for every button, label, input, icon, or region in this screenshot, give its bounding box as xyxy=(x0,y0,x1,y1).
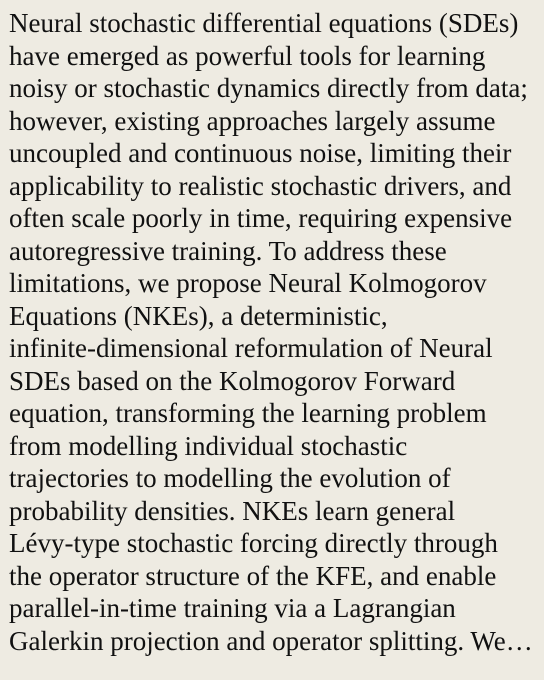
abstract-line: probability densities. NKEs learn general xyxy=(9,495,456,526)
abstract-line: have emerged as powerful tools for learning xyxy=(9,40,486,71)
abstract-line: uncoupled and continuous noise, limiting their xyxy=(9,138,512,168)
abstract-line: limitations, we propose Neural Kolmogorov xyxy=(9,268,487,298)
abstract-text xyxy=(9,7,544,657)
abstract-line: often scale poorly in time, requiring expensive xyxy=(9,203,513,233)
abstract-line: infinite-dimensional reformulation of Neural xyxy=(9,333,493,363)
abstract-line: Galerkin projection and operator splitting. We… xyxy=(9,625,533,656)
abstract-line: noisy or stochastic dynamics directly from data; xyxy=(9,73,528,103)
abstract-line: SDEs based on the Kolmogorov Forward xyxy=(9,365,456,396)
abstract-line: however, existing approaches largely assume xyxy=(9,105,496,136)
abstract-line: equation, transforming the learning problem xyxy=(9,398,487,428)
abstract-line: Lévy-type stochastic forcing directly through xyxy=(9,528,498,558)
abstract-line: autoregressive training. To address these xyxy=(9,235,447,266)
abstract-line: the operator structure of the KFE, and enable xyxy=(9,560,497,591)
abstract-line: Neural stochastic differential equations (SDEs) xyxy=(9,8,519,38)
abstract-line: Equations (NKEs), a deterministic, xyxy=(9,300,388,331)
abstract-line: from modelling individual stochastic xyxy=(9,430,408,461)
abstract-line: parallel-in-time training via a Lagrangian xyxy=(9,593,456,623)
abstract-line: trajectories to modelling the evolution of xyxy=(9,463,451,493)
abstract-line: applicability to realistic stochastic drivers, and xyxy=(9,170,512,201)
